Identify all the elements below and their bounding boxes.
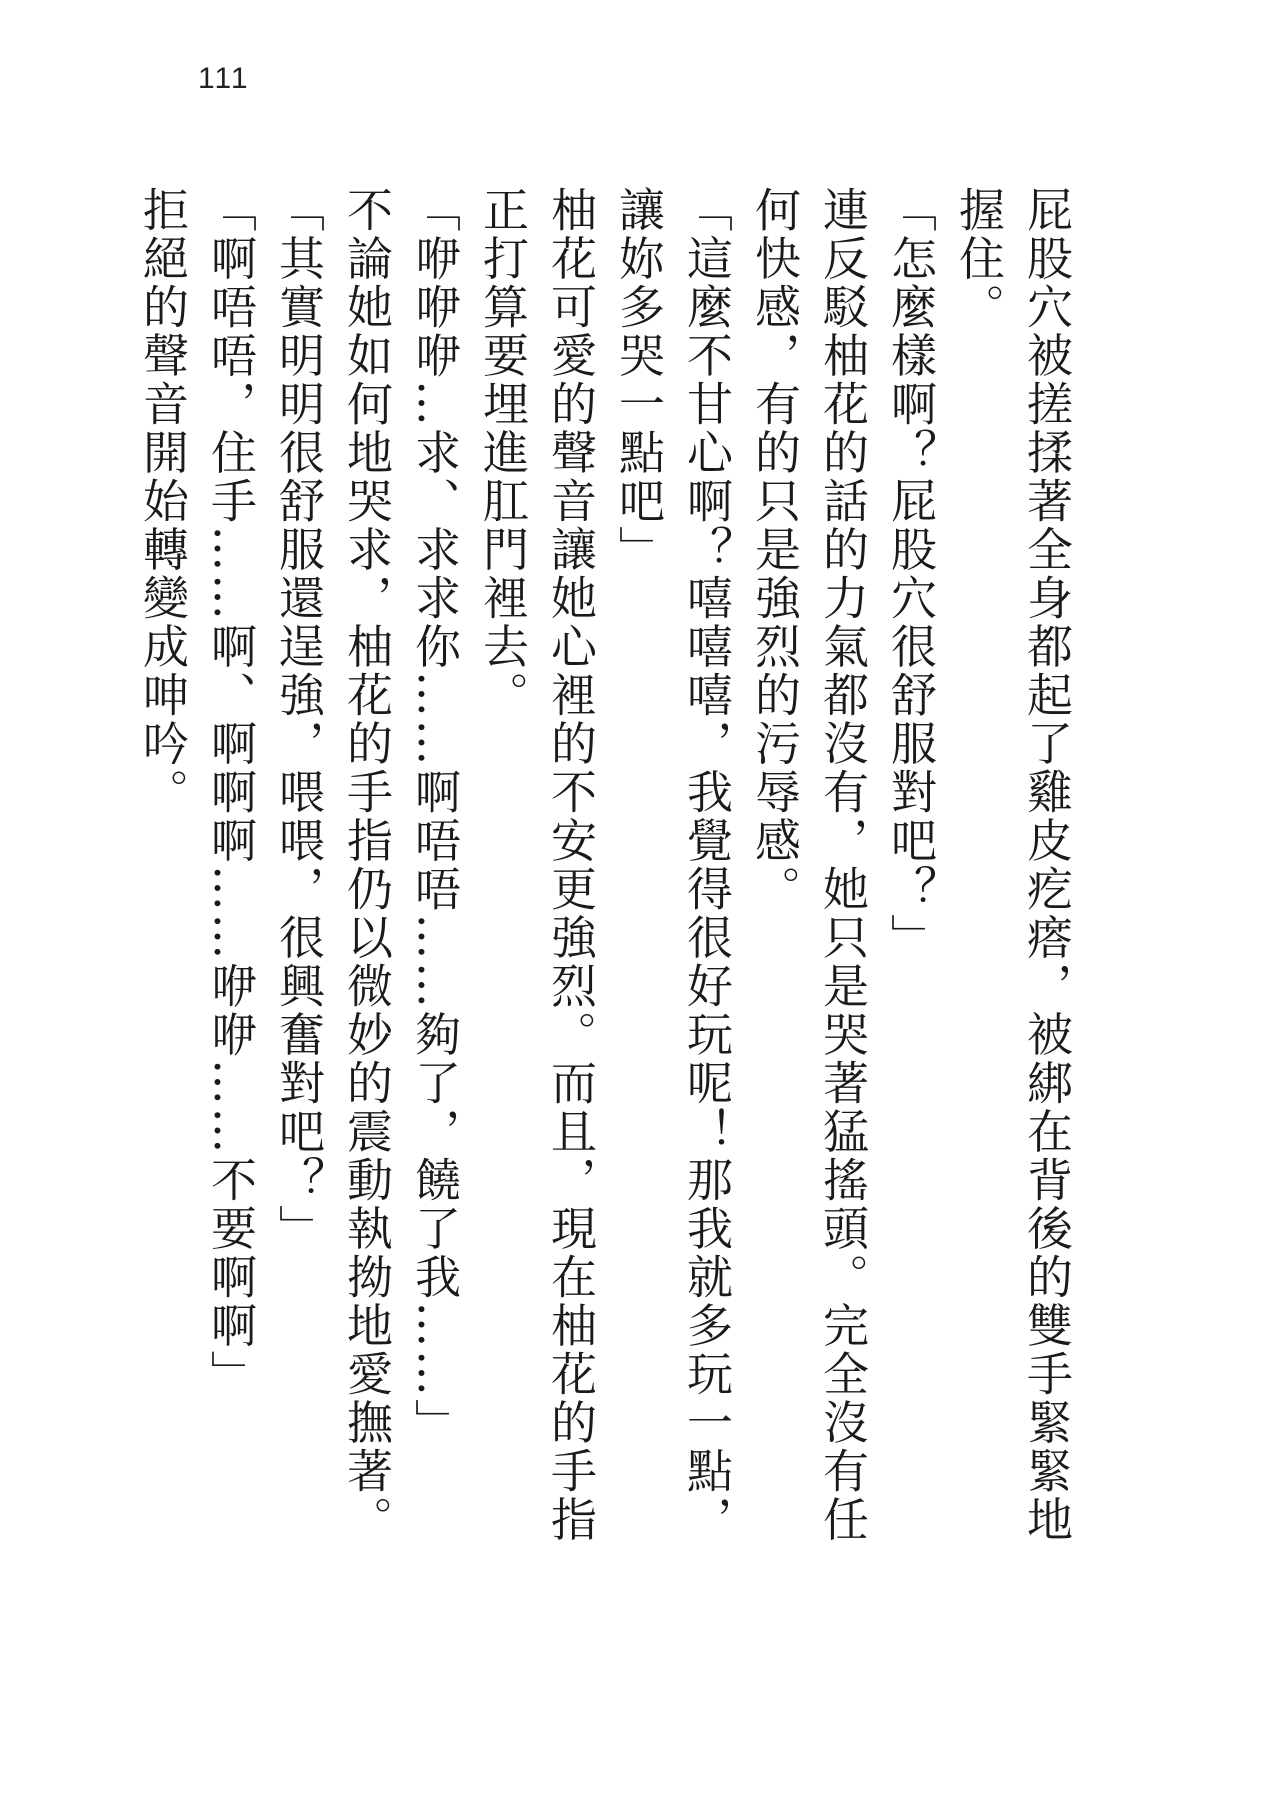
text-line: 「這麼不甘心啊？嘻嘻嘻，我覺得很好玩呢！那我就多玩一點， [680, 186, 734, 1544]
text-line: 「其實明明很舒服還逞強，喂喂，很興奮對吧？」 [272, 186, 326, 1253]
text-line: 何快感，有的只是強烈的污辱感。 [748, 186, 802, 914]
text-line: 讓妳多哭一點吧」 [612, 186, 666, 574]
text-line: 正打算要埋進肛門裡去。 [476, 186, 530, 720]
text-line: 不論她如何地哭求，柚花的手指仍以微妙的震動執拗地愛撫著。 [340, 186, 394, 1544]
text-line: 「啊唔唔，住手……啊、啊啊啊……咿咿……不要啊啊」 [204, 186, 258, 1399]
text-line: 柚花可愛的聲音讓她心裡的不安更強烈。而且，現在柚花的手指 [544, 186, 598, 1544]
page-number: 111 [198, 62, 250, 95]
text-line: 握住。 [952, 186, 1006, 332]
text-line: 連反駁柚花的話的力氣都沒有，她只是哭著猛搖頭。完全沒有任 [816, 186, 870, 1544]
text-line: 屁股穴被搓揉著全身都起了雞皮疙瘩，被綁在背後的雙手緊緊地 [1020, 186, 1074, 1544]
vertical-text-body [129, 186, 1081, 1686]
text-line: 「咿咿咿…求、求求你……啊唔唔……夠了，饒了我……」 [408, 186, 462, 1447]
text-line: 「怎麼樣啊？屁股穴很舒服對吧？」 [884, 186, 938, 962]
text-line: 拒絕的聲音開始轉變成呻吟。 [136, 186, 190, 817]
